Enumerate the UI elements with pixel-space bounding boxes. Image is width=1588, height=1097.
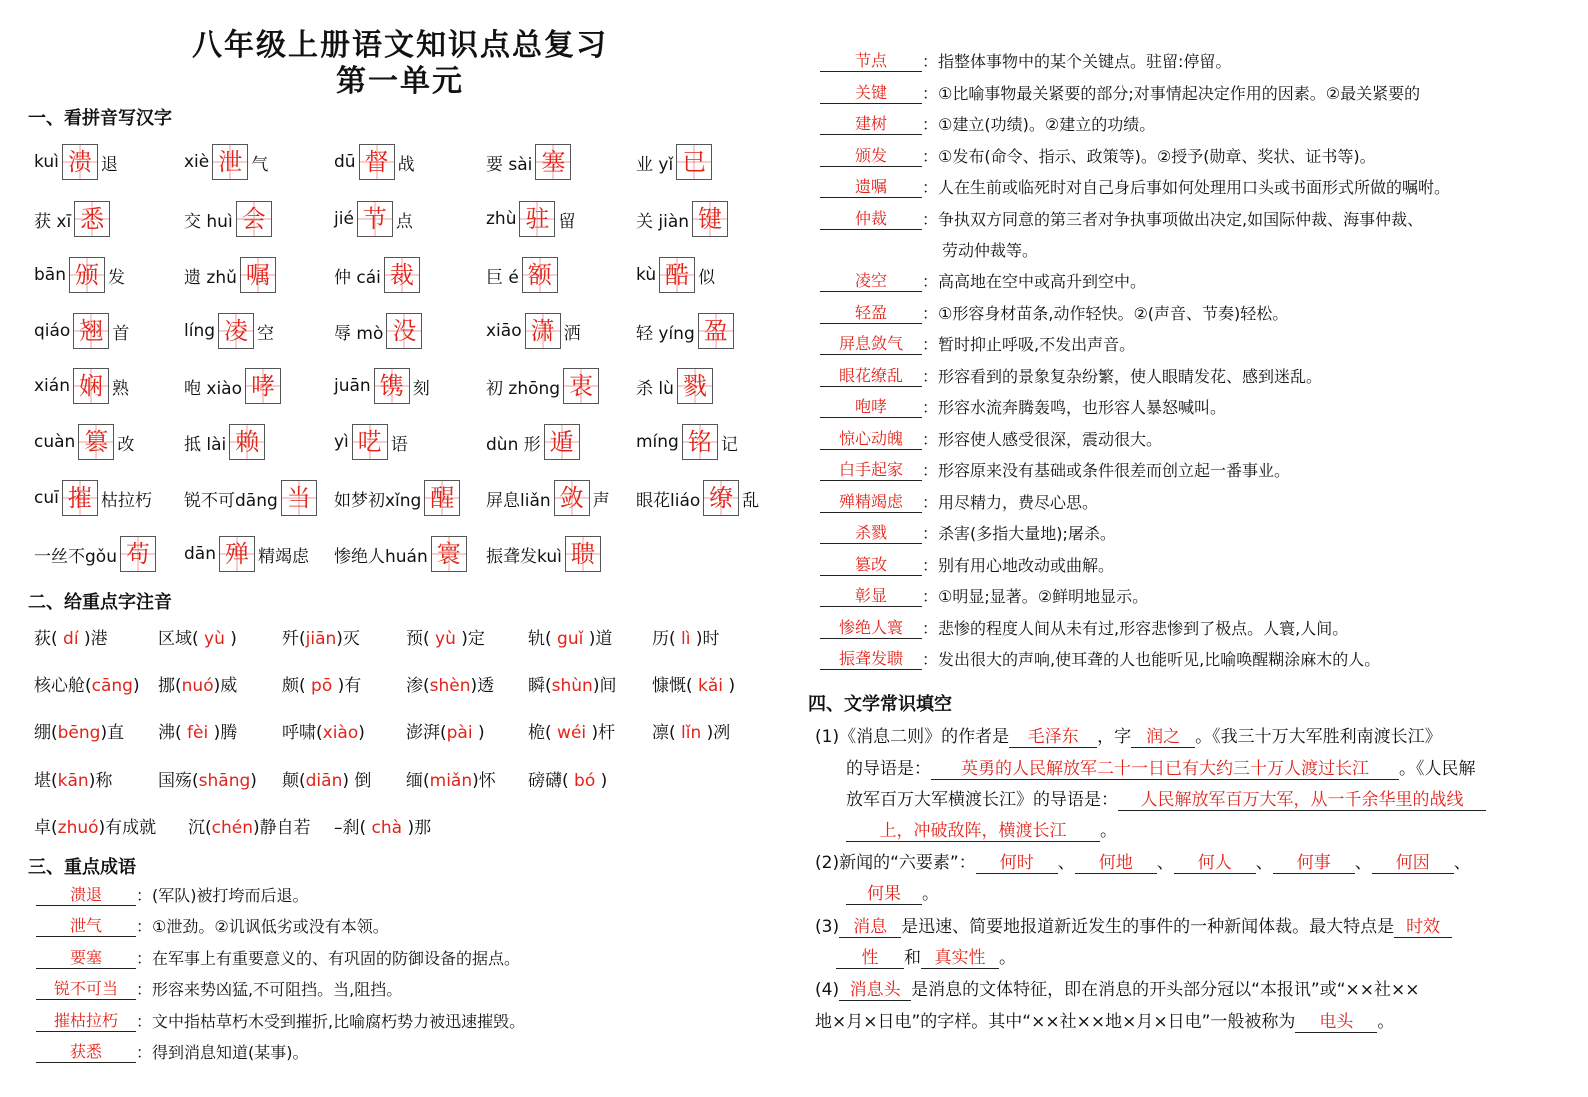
section-4-heading: 四、文学常识填空 [808, 694, 952, 715]
zhuyin-item: 慷慨( kǎi ) [652, 676, 736, 696]
zhuyin-answer: guǐ [551, 629, 589, 649]
section-2-heading: 二、给重点字注音 [28, 592, 172, 613]
idiom-definition: 用尽精力，费尽心思。 [938, 492, 1099, 512]
pinyin-item: 业 yǐ 已 [636, 144, 715, 180]
pinyin-item: 惨绝人huán 寰 [334, 536, 470, 572]
pinyin-item: dùn 形 遁 [486, 424, 583, 460]
answer-box: 凌 [218, 313, 254, 349]
zhuyin-answer: miǎn [429, 771, 473, 791]
idiom-definition: ①形容身材苗条,动作轻快。②(声音、节奏)轻松。 [938, 303, 1289, 323]
pinyin-item: bān 颁 发 [34, 257, 125, 293]
lit-q2-item-3: 何人 [1174, 848, 1256, 874]
lit-q3-line1: (3) 消息 是迅速、简要地报道新近发生的事件的一种新闻体裁。最大特点是 时效 [815, 912, 1452, 938]
idiom-word: 殚精竭虑 [820, 489, 922, 513]
idiom-definition: 形容来势凶猛,不可阻挡。当,阻挡。 [152, 980, 403, 1000]
answer-box: 酷 [659, 257, 695, 293]
zhuyin-item: 渗(shèn)透 [406, 676, 495, 696]
idiom-definition: 高高地在空中或高升到空中。 [938, 272, 1147, 291]
answer-box: 娴 [73, 368, 109, 404]
zhuyin-answer: fèi [181, 723, 214, 743]
idiom-definition: 在军事上有重要意义的、有巩固的防御设备的据点。 [152, 948, 521, 968]
zhuyin-answer: yù [198, 629, 231, 649]
zhuyin-answer: kān [57, 771, 89, 791]
idiom-definition: 指整体事物中的某个关键点。驻留:停留。 [938, 52, 1232, 71]
pinyin-item: kuì 溃 退 [34, 144, 118, 180]
idiom-word: 遗嘱 [820, 174, 922, 198]
idiom-definition: 形容水流奔腾轰鸣，也形容人暴怒喊叫。 [938, 398, 1227, 417]
zhuyin-answer: lǐn [675, 723, 707, 743]
idiom-definition: 形容看到的景象复杂纷繁，使人眼睛发花、感到迷乱。 [938, 366, 1323, 386]
pinyin-item: 要 sài 塞 [486, 144, 574, 180]
idiom-row: 建树 ： ①建立(功绩)。②建立的功绩。 [820, 111, 1155, 135]
idiom-row: 振聋发聩 ： 发出很大的声响,使耳聋的人也能听见,比喻唤醒糊涂麻木的人。 [820, 646, 1380, 670]
pinyin-item: jié 节 点 [334, 201, 413, 237]
answer-box: 摧 [62, 480, 98, 516]
idiom-row: 殚精竭虑 ： 用尽精力，费尽心思。 [820, 489, 1098, 513]
idiom-word: 屏息敛气 [820, 331, 922, 355]
lit-q4-answer: 消息头 [839, 975, 911, 1001]
idiom-row: 凌空 ： 高高地在空中或高升到空中。 [820, 268, 1146, 292]
idiom-row: 篡改 ： 别有用心地改动或曲解。 [820, 552, 1114, 576]
zhuyin-item: 轨( guǐ )道 [528, 629, 613, 649]
answer-box: 没 [386, 313, 422, 349]
idiom-word: 篡改 [820, 552, 922, 576]
idiom-word: 节点 [820, 48, 922, 72]
idiom-word: 凌空 [820, 268, 922, 292]
lit-q3-feature1b: 性 [836, 943, 904, 969]
answer-box: 溃 [62, 144, 98, 180]
pinyin-item: 振聋发kuì 聩 [486, 536, 604, 572]
zhuyin-answer: shùn [551, 676, 593, 696]
answer-box: 戮 [677, 368, 713, 404]
idiom-word: 白手起家 [820, 457, 922, 481]
pinyin-item: dū 督 战 [334, 144, 415, 180]
zhuyin-answer: lì [675, 629, 696, 649]
zhuyin-answer: bó [568, 771, 601, 791]
pinyin-item: 交 huì 会 [184, 201, 275, 237]
idiom-word: 锐不可当 [36, 976, 136, 1000]
pinyin-item: xiāo 潇 洒 [486, 313, 581, 349]
answer-box: 殚 [219, 536, 255, 572]
idiom-row: 惨绝人寰 ： 悲惨的程度人间从未有过,形容悲惨到了极点。人寰,人间。 [820, 615, 1348, 639]
idiom-row: 眼花缭乱 ： 形容看到的景象复杂纷繁，使人眼睛发花、感到迷乱。 [820, 363, 1322, 387]
pinyin-item: 遗 zhǔ 嘱 [184, 257, 279, 293]
pinyin-item: dān 殚 精竭虑 [184, 536, 309, 572]
idiom-word: 振聋发聩 [820, 646, 922, 670]
lit-q1-lead2b: 上，冲破敌阵，横渡长江 [846, 816, 1100, 842]
zhuyin-item: 国殇(shāng) [158, 771, 257, 791]
zhuyin-item: 预( yù )定 [406, 629, 485, 649]
answer-box: 键 [692, 201, 728, 237]
idiom-word: 关键 [820, 80, 922, 104]
zhuyin-answer: cāng [91, 676, 133, 696]
lit-q3-feature2: 真实性 [921, 943, 999, 969]
answer-box: 会 [236, 201, 272, 237]
idiom-word: 眼花缭乱 [820, 363, 922, 387]
zhuyin-answer: xiào [322, 723, 359, 743]
pinyin-item: cuī 摧 枯拉朽 [34, 480, 152, 516]
idiom-word: 泄气 [36, 913, 136, 937]
zhuyin-answer: shèn [429, 676, 471, 696]
idiom-definition: 杀害(多指大量地);屠杀。 [938, 524, 1116, 543]
lit-q2-line1: (2)新闻的“六要素”： 何时 、 何地 、 何人 、 何事 、 何因 、 [815, 848, 1471, 874]
zhuyin-item: 堪(kān)称 [34, 771, 113, 791]
pinyin-item: míng 铭 记 [636, 424, 738, 460]
idiom-row: 彰显 ： ①明显;显著。②鲜明地显示。 [820, 583, 1148, 607]
idiom-definition: 悲惨的程度人间从未有过,形容悲惨到了极点。人寰,人间。 [938, 618, 1349, 638]
zhuyin-item: 核心舱(cāng) [34, 676, 140, 696]
zhuyin-answer: pō [305, 676, 338, 696]
answer-box: 当 [281, 480, 317, 516]
lit-q2-line2: 何果 。 [846, 879, 939, 905]
answer-box: 醒 [424, 480, 460, 516]
idiom-definition: ①建立(功绩)。②建立的功绩。 [938, 115, 1156, 134]
answer-box: 赖 [229, 424, 265, 460]
answer-box: 铭 [682, 424, 718, 460]
lit-q1-lead2a: 人民解放军百万大军，从一千余华里的战线 [1118, 785, 1486, 811]
idiom-row: 轻盈 ： ①形容身材苗条,动作轻快。②(声音、节奏)轻松。 [820, 300, 1288, 324]
answer-box: 潇 [525, 313, 561, 349]
idiom-row: 泄气 ： ①泄劲。②讥讽低劣或没有本领。 [36, 913, 389, 937]
answer-box: 已 [676, 144, 712, 180]
pinyin-item: qiáo 翘 首 [34, 313, 129, 349]
idiom-row: 屏息敛气 ： 暂时抑止呼吸,不发出声音。 [820, 331, 1135, 355]
idiom-definition: 暂时抑止呼吸,不发出声音。 [938, 335, 1136, 354]
pinyin-item: kù 酷 似 [636, 257, 715, 293]
idiom-definition: 形容原来没有基础或条件很差而创立起一番事业。 [938, 461, 1291, 480]
answer-box: 驻 [519, 201, 555, 237]
zhuyin-item: 桅( wéi )杆 [528, 723, 616, 743]
zhuyin-item: 区域( yù ) [158, 629, 237, 649]
pinyin-item: 初 zhōng 衷 [486, 368, 602, 404]
answer-box: 苟 [120, 536, 156, 572]
answer-box: 悉 [74, 201, 110, 237]
lit-q2-item-5: 何因 [1372, 848, 1454, 874]
idiom-row: 获悉 ： 得到消息知道(某事)。 [36, 1039, 309, 1063]
pinyin-item: 抵 lài 赖 [184, 424, 268, 460]
idiom-definition: 得到消息知道(某事)。 [152, 1043, 309, 1062]
zhuyin-item: 缅(miǎn)怀 [406, 771, 496, 791]
zhuyin-item: 历( lì )时 [652, 629, 720, 649]
lit-q1-line1: (1)《消息二则》的作者是 毛泽东 ，字 润之 。《我三十万大军胜利南渡长江》 [815, 722, 1442, 748]
answer-box: 哮 [245, 368, 281, 404]
lit-q3-line2: 性 和 真实性 。 [836, 943, 1016, 969]
idiom-word: 杀戮 [820, 520, 922, 544]
pinyin-item: juān 镌 刻 [334, 368, 430, 404]
zhuyin-item: 颇( pō )有 [282, 676, 362, 696]
answer-box: 衷 [563, 368, 599, 404]
zhuyin-item: 颠(diān) 倒 [282, 771, 372, 791]
idiom-row: 关键 ： ①比喻事物最关紧要的部分;对事情起决定作用的因素。②最关紧要的 [820, 80, 1420, 104]
lit-q1-line3: 放军百万大军横渡长江》的导语是： 人民解放军百万大军，从一千余华里的战线 [846, 785, 1486, 811]
idiom-row: 节点 ： 指整体事物中的某个关键点。驻留:停留。 [820, 48, 1231, 72]
pinyin-item: 屏息liǎn 敛 声 [486, 480, 610, 516]
zhuyin-item: 歼(jiān)灭 [282, 629, 360, 649]
zhuyin-answer: wéi [551, 723, 592, 743]
idiom-definition: 发出很大的声响,使耳聋的人也能听见,比喻唤醒糊涂麻木的人。 [938, 650, 1381, 669]
zhuyin-item: 澎湃(pài ) [406, 723, 485, 743]
idiom-word: 轻盈 [820, 300, 922, 324]
idiom-definition: 别有用心地改动或曲解。 [938, 555, 1115, 575]
idiom-definition: ①明显;显著。②鲜明地显示。 [938, 587, 1149, 606]
section-3-heading: 三、重点成语 [28, 857, 136, 878]
pinyin-item: 关 jiàn 键 [636, 201, 731, 237]
pinyin-item: 获 xī 悉 [34, 201, 113, 237]
lit-q1-line2: 的导语是： 英勇的人民解放军二十一日已有大约三十万人渡过长江 。《人民解 [846, 754, 1476, 780]
pinyin-item: zhù 驻 留 [486, 201, 575, 237]
idiom-row: 摧枯拉朽 ： 文中指枯草朽木受到摧折,比喻腐朽势力被迅速摧毁。 [36, 1008, 525, 1032]
answer-box: 寰 [431, 536, 467, 572]
answer-box: 颁 [69, 257, 105, 293]
pinyin-item: 巨 é 额 [486, 257, 561, 293]
answer-box: 缭 [703, 480, 739, 516]
pinyin-item: 咆 xiào 哮 [184, 368, 284, 404]
answer-box: 督 [359, 144, 395, 180]
idiom-row: 溃退 ： (军队)被打垮而后退。 [36, 882, 309, 906]
lit-q1-author: 毛泽东 [1009, 722, 1097, 748]
zhuyin-item: 挪(nuó)威 [158, 676, 238, 696]
zhuyin-answer: chà [366, 818, 408, 838]
pinyin-item: 锐不可dāng 当 [184, 480, 320, 516]
answer-box: 嘱 [240, 257, 276, 293]
page-title: 八年级上册语文知识点总复习 [192, 28, 608, 63]
idiom-definition: (军队)被打垮而后退。 [152, 886, 309, 905]
lit-q3-answer: 消息 [839, 912, 901, 938]
zhuyin-answer: shāng [198, 771, 251, 791]
zhongcai-continuation: 劳动仲裁等。 [942, 241, 1039, 260]
zhuyin-answer: dí [57, 629, 84, 649]
answer-box: 遁 [544, 424, 580, 460]
answer-box: 聩 [565, 536, 601, 572]
idiom-definition: 文中指枯草朽木受到摧折,比喻腐朽势力被迅速摧毁。 [152, 1011, 526, 1031]
idiom-row: 惊心动魄 ： 形容使人感受很深，震动很大。 [820, 426, 1162, 450]
lit-q2-item-2: 何地 [1075, 848, 1157, 874]
lit-q2-item-4: 何事 [1273, 848, 1355, 874]
answer-box: 塞 [535, 144, 571, 180]
zhuyin-item: 绷(bēng)直 [34, 723, 125, 743]
zhuyin-answer: kǎi [692, 676, 729, 696]
zhuyin-item: 磅礴( bó ) [528, 771, 608, 791]
lit-q2-item-6: 何果 [846, 879, 922, 905]
lit-q3-feature1a: 时效 [1394, 912, 1452, 938]
idiom-word: 颁发 [820, 143, 922, 167]
idiom-definition: ①泄劲。②讥讽低劣或没有本领。 [152, 917, 389, 937]
idiom-row: 咆哮 ： 形容水流奔腾轰鸣，也形容人暴怒喊叫。 [820, 394, 1226, 418]
answer-box: 泄 [212, 144, 248, 180]
idiom-row: 仲裁 ： 争执双方同意的第三者对争执事项做出决定,如国际仲裁、海事仲裁、 [820, 206, 1423, 230]
zhuyin-item: 荻( dí )港 [34, 629, 108, 649]
lit-q4-line1: (4) 消息头 是消息的文体特征，即在消息的开头部分冠以“本报讯”或“××社×× [815, 975, 1420, 1001]
lit-q1-lead1: 英勇的人民解放军二十一日已有大约三十万人渡过长江 [931, 754, 1399, 780]
zhuyin-item: 沸( fèi )腾 [158, 723, 238, 743]
pinyin-item: cuàn 篡 改 [34, 424, 134, 460]
idiom-word: 溃退 [36, 882, 136, 906]
answer-box: 镌 [374, 368, 410, 404]
idiom-row: 锐不可当 ： 形容来势凶猛,不可阻挡。当,阻挡。 [36, 976, 402, 1000]
pinyin-item: xiè 泄 气 [184, 144, 268, 180]
lit-q1-zi: 润之 [1131, 722, 1195, 748]
pinyin-item: 一丝不gǒu 苟 [34, 536, 159, 572]
pinyin-item: 轻 yíng 盈 [636, 313, 737, 349]
zhuyin-item: 凛( lǐn )冽 [652, 723, 731, 743]
idiom-definition: ①发布(命令、指示、政策等)。②授予(勋章、奖状、证书等)。 [938, 146, 1376, 166]
idiom-word: 获悉 [36, 1039, 136, 1063]
idiom-definition: 人在生前或临死时对自己身后事如何处理用口头或书面形式所做的嘱咐。 [938, 178, 1451, 197]
idiom-row: 要塞 ： 在军事上有重要意义的、有巩固的防御设备的据点。 [36, 945, 520, 969]
idiom-word: 惨绝人寰 [820, 615, 922, 639]
idiom-word: 要塞 [36, 945, 136, 969]
idiom-word: 惊心动魄 [820, 426, 922, 450]
zhuyin-answer: nuó [181, 676, 214, 696]
section-1-heading: 一、看拼音写汉字 [28, 108, 172, 129]
zhuyin-answer: jiān [305, 629, 337, 649]
pinyin-item: 杀 lù 戮 [636, 368, 716, 404]
zhuyin-answer: bēng [57, 723, 101, 743]
zhuyin-answer: yù [429, 629, 462, 649]
zhuyin-answer: pài [446, 723, 473, 743]
idiom-definition: ①比喻事物最关紧要的部分;对事情起决定作用的因素。②最关紧要的 [938, 83, 1421, 103]
zhuyin-item: 瞬(shùn)间 [528, 676, 617, 696]
idiom-word: 摧枯拉朽 [36, 1008, 136, 1032]
pinyin-item: yì 呓 语 [334, 424, 408, 460]
lit-q4-answer2: 电头 [1295, 1007, 1377, 1033]
idiom-word: 建树 [820, 111, 922, 135]
lit-q4-line2: 地×月×日电”的字样。其中“××社××地×月×日电”一般被称为 电头 。 [815, 1007, 1394, 1033]
pinyin-item: xián 娴 熟 [34, 368, 129, 404]
zhuyin-item: 沉(chén)静自若 [188, 818, 311, 838]
lit-q1-line4: 上，冲破敌阵，横渡长江 。 [846, 816, 1117, 842]
answer-box: 呓 [352, 424, 388, 460]
zhuyin-answer: chén [211, 818, 253, 838]
idiom-definition: 争执双方同意的第三者对争执事项做出决定,如国际仲裁、海事仲裁、 [938, 209, 1424, 229]
pinyin-item: 如梦初xǐng 醒 [334, 480, 463, 516]
idiom-word: 彰显 [820, 583, 922, 607]
idiom-row: 白手起家 ： 形容原来没有基础或条件很差而创立起一番事业。 [820, 457, 1290, 481]
answer-box: 篡 [78, 424, 114, 460]
zhuyin-answer: diān [305, 771, 343, 791]
idiom-row: 遗嘱 ： 人在生前或临死时对自己身后事如何处理用口头或书面形式所做的嘱咐。 [820, 174, 1450, 198]
zhuyin-item: 卓(zhuó)有成就 [34, 818, 157, 838]
answer-box: 翘 [73, 313, 109, 349]
answer-box: 盈 [698, 313, 734, 349]
lit-q2-item-1: 何时 [976, 848, 1058, 874]
answer-box: 节 [357, 201, 393, 237]
idiom-row: 杀戮 ： 杀害(多指大量地);屠杀。 [820, 520, 1116, 544]
zhuyin-item: 呼啸(xiào) [282, 723, 365, 743]
pinyin-item: 仲 cái 裁 [334, 257, 423, 293]
zhuyin-item: –刹( chà )那 [334, 818, 432, 838]
answer-box: 敛 [554, 480, 590, 516]
answer-box: 额 [522, 257, 558, 293]
answer-box: 裁 [384, 257, 420, 293]
pinyin-item: 辱 mò 没 [334, 313, 425, 349]
zhuyin-answer: zhuó [57, 818, 99, 838]
unit-title: 第一单元 [336, 64, 464, 99]
idiom-word: 咆哮 [820, 394, 922, 418]
pinyin-item: líng 凌 空 [184, 313, 274, 349]
idiom-row: 颁发 ： ①发布(命令、指示、政策等)。②授予(勋章、奖状、证书等)。 [820, 143, 1376, 167]
idiom-definition: 形容使人感受很深，震动很大。 [938, 429, 1163, 449]
idiom-word: 仲裁 [820, 206, 922, 230]
pinyin-item: 眼花liáo 缭 乱 [636, 480, 759, 516]
